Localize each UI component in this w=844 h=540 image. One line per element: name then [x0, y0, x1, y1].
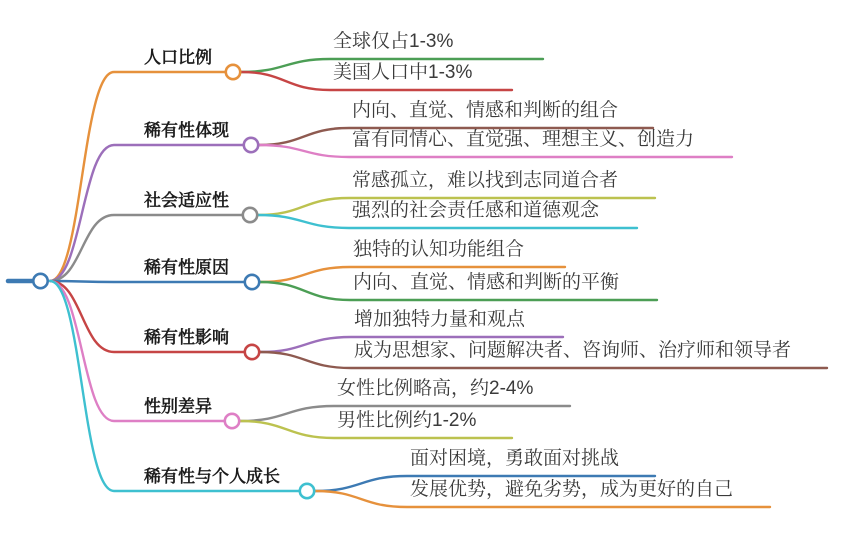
leaf-text: 全球仅占1-3%	[333, 31, 454, 52]
leaf-text: 成为思想家、问题解决者、咨询师、治疗师和领导者	[354, 340, 792, 361]
leaf-text: 增加独特力量和观点	[354, 309, 526, 330]
branch-label-population-ratio: 人口比例	[144, 48, 212, 67]
leaf-text: 常感孤立，难以找到志同道合者	[352, 170, 619, 191]
branch-label-gender-difference: 性别差异	[144, 397, 212, 416]
node-circle-branch-5[interactable]	[225, 414, 239, 428]
node-circle-branch-6[interactable]	[300, 484, 314, 498]
node-circle-branch-4[interactable]	[245, 345, 259, 359]
leaf-text: 发展优势，避免劣势，成为更好的自己	[410, 479, 734, 500]
node-circle-branch-3[interactable]	[245, 275, 259, 289]
branch-link-3	[50, 281, 244, 282]
leaf-text: 富有同情心、直觉强、理想主义、创造力	[352, 129, 695, 150]
leaf-text: 女性比例略高，约2-4%	[337, 378, 534, 399]
branch-label-rarity-expression: 稀有性体现	[144, 121, 229, 140]
node-circle-branch-0[interactable]	[226, 65, 240, 79]
branch-label-social-adaptation: 社会适应性	[144, 191, 229, 210]
branch-link-6	[50, 281, 299, 491]
branch-label-rarity-causes: 稀有性原因	[144, 258, 229, 277]
leaf-text: 内向、直觉、情感和判断的平衡	[353, 272, 620, 293]
branch-label-rarity-impact: 稀有性影响	[144, 328, 229, 347]
leaf-text: 独特的认知功能组合	[353, 239, 525, 260]
branch-label-personal-growth: 稀有性与个人成长	[144, 467, 280, 486]
leaf-text: 面对困境，勇敢面对挑战	[410, 448, 620, 469]
node-circle-branch-1[interactable]	[244, 138, 258, 152]
node-circle-branch-2[interactable]	[243, 208, 257, 222]
leaf-text: 男性比例约1-2%	[337, 410, 477, 431]
node-circle-root[interactable]	[33, 274, 47, 288]
leaf-text: 强烈的社会责任感和道德观念	[352, 200, 600, 221]
leaf-text: 内向、直觉、情感和判断的组合	[352, 100, 619, 121]
branch-link-0	[50, 72, 225, 281]
leaf-text: 美国人口中1-3%	[333, 62, 473, 83]
